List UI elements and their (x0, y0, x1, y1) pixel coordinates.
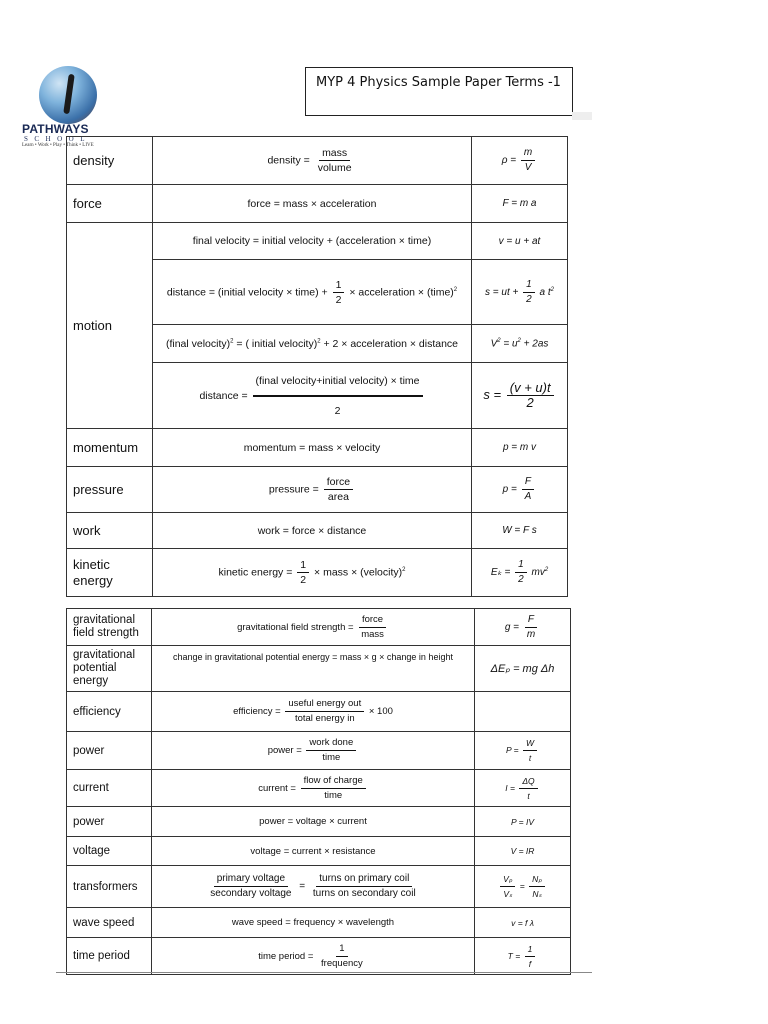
exponent: 2 (402, 566, 406, 573)
formula-cell (152, 938, 475, 975)
page-title: MYP 4 Physics Sample Paper Terms -1 (305, 67, 573, 116)
numerator: ΔQ (519, 775, 537, 789)
formula-cell (152, 609, 475, 646)
table-row (67, 692, 571, 732)
numerator: 1 (336, 943, 347, 957)
symbol-text: g = (504, 621, 520, 633)
row-label: power (67, 732, 152, 770)
denominator: Nₛ (532, 889, 542, 899)
numerator: work done (306, 737, 356, 751)
row-label: density (67, 137, 153, 185)
formula-cell: power = voltage × current (152, 807, 475, 837)
table-row (67, 549, 568, 597)
fraction (253, 375, 423, 417)
table-row (67, 429, 568, 467)
fraction (529, 873, 545, 900)
numerator: Vₚ (500, 873, 515, 887)
numerator: F (525, 614, 537, 628)
fraction (297, 559, 309, 586)
denominator: V (524, 162, 532, 173)
fraction (515, 559, 527, 586)
symbol-cell (472, 137, 568, 185)
fraction (519, 775, 537, 802)
numerator: primary voltage (214, 873, 288, 887)
denominator: time (322, 752, 341, 763)
logo-tagline: Learn • Work • Play • Think • LIVE (22, 143, 94, 148)
row-label: motion (67, 223, 153, 429)
formula-cell: voltage = current × resistance (152, 837, 475, 866)
symbol-text: I = (505, 782, 515, 793)
table-row (67, 732, 571, 770)
equals-sign: = (299, 881, 306, 893)
symbol-text: a t (539, 286, 551, 298)
exponent: 2 (550, 286, 554, 293)
symbol-text: + 2as (520, 338, 549, 350)
formula-cell: force = mass × acceleration (153, 185, 472, 223)
symbol-cell (472, 363, 568, 429)
symbol-text: = u (500, 338, 518, 350)
formula-cell: wave speed = frequency × wavelength (152, 908, 475, 938)
denominator: f (528, 958, 532, 969)
table-row (67, 467, 568, 513)
fraction (521, 147, 535, 174)
denominator: t (527, 790, 530, 801)
bottom-rule (56, 972, 592, 973)
symbol-text: V (490, 338, 498, 350)
symbol-cell (475, 692, 571, 732)
formula-table-1 (66, 136, 568, 597)
row-label: power (67, 807, 152, 837)
numerator: W (523, 737, 537, 751)
symbol-cell: ΔEₚ = mg Δh (475, 646, 571, 692)
formula-table-2 (66, 608, 571, 975)
symbol-text: s = ut + (485, 286, 519, 298)
numerator: (final velocity+initial velocity) × time (253, 375, 423, 397)
formula-text: × 100 (368, 706, 393, 718)
table-row (67, 646, 571, 692)
equals-sign: = (519, 880, 525, 891)
exponent: 2 (517, 337, 521, 344)
symbol-cell (472, 260, 568, 325)
fraction (315, 147, 355, 174)
numerator: force (359, 614, 386, 628)
formula-text: pressure = (268, 483, 319, 496)
denominator: 2 (300, 574, 307, 586)
row-label: force (67, 185, 153, 223)
row-label: time period (67, 938, 152, 975)
numerator: 1 (525, 943, 536, 957)
fraction (523, 279, 535, 306)
row-label: efficiency (67, 692, 152, 732)
denominator: frequency (321, 957, 363, 969)
fraction (524, 614, 538, 641)
exponent: 2 (544, 566, 549, 573)
fraction (318, 943, 366, 970)
numerator: 1 (515, 559, 527, 573)
numerator: force (324, 476, 353, 490)
fraction (525, 943, 536, 970)
numerator: turns on primary coil (316, 873, 412, 887)
logo-name: PATHWAYS (22, 122, 89, 136)
formula-text: (final velocity) (165, 337, 231, 350)
denominator: 2 (526, 395, 534, 410)
table-row (67, 609, 571, 646)
symbol-cell (475, 732, 571, 770)
fraction (310, 873, 419, 900)
numerator: 1 (297, 559, 309, 573)
row-label: voltage (67, 837, 152, 866)
title-shadow (572, 112, 592, 120)
symbol-text: T = (507, 950, 521, 961)
symbol-text: P = (505, 744, 519, 755)
denominator: mass (361, 628, 384, 640)
row-label: gravitational field strength (67, 609, 152, 646)
formula-text: power = (267, 745, 302, 757)
fraction (523, 737, 537, 764)
symbol-text: s = (483, 386, 502, 402)
formula-text: distance = (199, 389, 248, 402)
table-row (67, 185, 568, 223)
denominator: Vₛ (503, 889, 513, 899)
denominator: total energy in (294, 713, 355, 724)
row-label: wave speed (67, 908, 152, 938)
numerator: mass (319, 147, 350, 161)
numerator: 1 (523, 279, 535, 293)
row-label: kinetic energy (67, 549, 153, 597)
denominator: 2 (518, 574, 524, 585)
symbol-text: p = (502, 484, 517, 496)
symbol-cell: v = f λ (475, 908, 571, 938)
symbol-text: mv (531, 567, 545, 579)
fraction (207, 873, 294, 900)
numerator: m (521, 147, 535, 161)
denominator: time (324, 789, 343, 801)
row-label: gravitational potential energy (67, 646, 152, 692)
symbol-cell (472, 325, 568, 363)
formula-cell (153, 549, 472, 597)
formula-cell (152, 866, 475, 908)
formula-text: = ( initial velocity) (233, 337, 318, 350)
symbol-cell (475, 866, 571, 908)
table-row (67, 223, 568, 260)
fraction (333, 279, 345, 306)
denominator: A (524, 491, 532, 502)
symbol-cell: P = IV (475, 807, 571, 837)
table-row (67, 513, 568, 549)
symbol-cell: v = u + at (472, 223, 568, 260)
row-label: momentum (67, 429, 153, 467)
symbol-cell (472, 467, 568, 513)
denominator: volume (317, 162, 352, 174)
formula-text: distance = (initial velocity × time) + (166, 285, 328, 298)
formula-cell: momentum = mass × velocity (153, 429, 472, 467)
formula-cell (153, 325, 472, 363)
formula-text: density = (267, 154, 310, 167)
denominator: 2 (526, 293, 532, 305)
symbol-cell (475, 770, 571, 807)
denominator: secondary voltage (210, 888, 292, 899)
numerator: useful energy out (285, 698, 364, 712)
formula-cell (153, 260, 472, 325)
formula-cell (153, 467, 472, 513)
row-label: work (67, 513, 153, 549)
row-label: pressure (67, 467, 153, 513)
numerator: (v + u)t (507, 382, 554, 396)
exponent: 2 (230, 338, 234, 344)
symbol-cell: F = m a (472, 185, 568, 223)
numerator: flow of charge (301, 775, 366, 789)
symbol-cell: V = IR (475, 837, 571, 866)
formula-text: × mass × (velocity) (314, 566, 403, 579)
denominator: 2 (334, 404, 341, 417)
table-row (67, 770, 571, 807)
numerator: Nₚ (529, 873, 545, 887)
symbol-cell (472, 549, 568, 597)
table-row (67, 137, 568, 185)
logo-school: SCHOOL (24, 135, 92, 143)
denominator: 2 (335, 293, 342, 306)
symbol-text: ρ = (501, 155, 517, 167)
formula-cell: final velocity = initial velocity + (acceleration × time) (153, 223, 472, 260)
denominator: m (526, 628, 536, 640)
exponent: 2 (317, 338, 321, 344)
formula-text: × acceleration × (time) (349, 285, 454, 298)
fraction (507, 382, 554, 409)
formula-cell (152, 692, 475, 732)
formula-text: efficiency = (233, 706, 281, 718)
formula-cell (152, 770, 475, 807)
table-row (67, 807, 571, 837)
fraction (285, 698, 364, 725)
symbol-cell (475, 609, 571, 646)
denominator: area (327, 491, 349, 503)
numerator: F (522, 476, 534, 490)
denominator: turns on secondary coil (312, 888, 416, 899)
formula-text: time period = (258, 950, 314, 962)
formula-cell (153, 363, 472, 429)
numerator: 1 (333, 279, 345, 293)
symbol-text: Eₖ = (490, 567, 511, 579)
formula-cell (152, 732, 475, 770)
formula-text: gravitational field strength = (237, 621, 354, 633)
exponent: 2 (453, 286, 458, 293)
row-label: current (67, 770, 152, 807)
formula-text: + 2 × acceleration × distance (320, 337, 459, 350)
fraction (522, 476, 535, 503)
exponent: 2 (497, 337, 501, 344)
formula-cell (153, 137, 472, 185)
row-label: transformers (67, 866, 152, 908)
formula-cell: work = force × distance (153, 513, 472, 549)
table-row (67, 908, 571, 938)
fraction (301, 775, 366, 802)
formula-cell: change in gravitational potential energy = mass × g × change in height (152, 646, 475, 692)
symbol-cell: p = m v (472, 429, 568, 467)
fraction (358, 614, 387, 641)
table-row (67, 837, 571, 866)
fraction (500, 873, 515, 900)
formula-text: current = (258, 782, 296, 794)
table-row (67, 866, 571, 908)
table-row (67, 938, 571, 975)
symbol-cell (475, 938, 571, 975)
symbol-cell: W = F s (472, 513, 568, 549)
denominator: t (528, 753, 532, 763)
fraction (306, 737, 356, 764)
formula-text: kinetic energy = (218, 566, 293, 579)
fraction (324, 476, 353, 503)
